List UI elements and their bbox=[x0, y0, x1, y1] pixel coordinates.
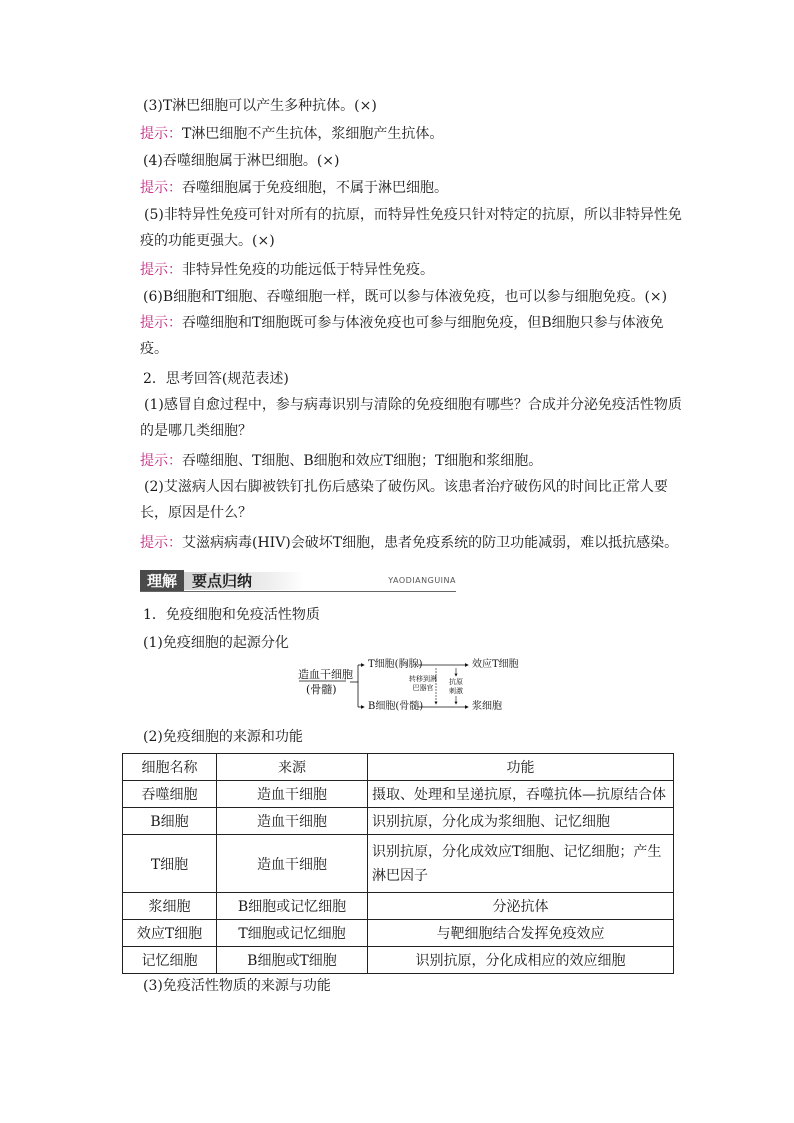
hint-text: 非特异性免疫的功能远低于特异性免疫。 bbox=[182, 262, 434, 278]
hint-text: 吞噬细胞、T细胞、B细胞和效应T细胞；T细胞和浆细胞。 bbox=[182, 453, 543, 469]
diagram-plasma: 浆细胞 bbox=[472, 701, 502, 712]
banner-box: 理解 bbox=[140, 570, 184, 592]
judgment-5: (5)非特异性免疫可针对所有的抗原，而特异性免疫只针对特定的抗原，所以非特异性免疫的功能更强大。(×) bbox=[140, 207, 682, 249]
hint-label: 提示： bbox=[140, 180, 182, 196]
diagram-b-cell: B细胞(骨髓) bbox=[368, 701, 424, 712]
diagram-origin-sub: (骨髓) bbox=[306, 683, 337, 696]
table-cell: 摄取、处理和呈递抗原，吞噬抗体—抗原结合体 bbox=[368, 781, 674, 808]
hint-text: 艾滋病病毒(HIV)会破坏T细胞，患者免疫系统的防卫功能减弱，难以抵抗感染。 bbox=[182, 535, 679, 551]
hint-text: 吞噬细胞和T细胞既可参与体液免疫也可参与细胞免疫，但B细胞只参与体液免疫。 bbox=[140, 315, 664, 357]
diagram-origin: 造血干细胞 bbox=[298, 668, 353, 681]
table-row bbox=[123, 835, 674, 893]
table-cell: 效应T细胞 bbox=[123, 920, 217, 947]
hint-6 bbox=[140, 310, 685, 362]
diagram-t-cell: T细胞(胸腺) bbox=[368, 659, 423, 670]
diagram-effector-t: 效应T细胞 bbox=[472, 659, 519, 670]
table-cell: 识别抗原，分化成效应T细胞、记忆细胞；产生淋巴因子 bbox=[368, 835, 674, 893]
hint-text: 吞噬细胞属于免疫细胞，不属于淋巴细胞。 bbox=[182, 180, 448, 196]
judgment-4: (4)吞噬细胞属于淋巴细胞。(×) bbox=[143, 153, 340, 169]
table-cell: 造血干细胞 bbox=[217, 835, 368, 893]
summary-heading: 1．免疫细胞和免疫活性物质 bbox=[143, 607, 320, 623]
table-header: 来源 bbox=[217, 754, 368, 781]
table-row bbox=[123, 893, 674, 920]
judgment-3: (3)T淋巴细胞可以产生多种抗体。(×) bbox=[143, 98, 377, 114]
table-cell: B细胞或T细胞 bbox=[217, 947, 368, 974]
table-header-row bbox=[123, 754, 674, 781]
diagram-transfer: 转移到淋巴器官 bbox=[409, 675, 437, 692]
judgment-6: (6)B细胞和T细胞、吞噬细胞一样，既可以参与体液免疫，也可以参与细胞免疫。(×) bbox=[143, 289, 668, 305]
banner-title: 要点归纳 bbox=[192, 572, 253, 590]
hint-3 bbox=[140, 124, 443, 144]
section-banner bbox=[140, 570, 456, 592]
table-row bbox=[123, 947, 674, 974]
hint-text: T淋巴细胞不产生抗体，浆细胞产生抗体。 bbox=[182, 126, 444, 142]
table-cell: 识别抗原，分化成为浆细胞、记忆细胞 bbox=[368, 808, 674, 835]
table-header: 功能 bbox=[368, 754, 674, 781]
answer-2 bbox=[140, 533, 678, 553]
table-header: 细胞名称 bbox=[123, 754, 217, 781]
table-cell: 浆细胞 bbox=[123, 893, 217, 920]
table-cell: B细胞 bbox=[123, 808, 217, 835]
hint-4 bbox=[140, 178, 448, 198]
table-cell: T细胞或记忆细胞 bbox=[217, 920, 368, 947]
table-cell: T细胞 bbox=[123, 835, 217, 893]
cell-origin-diagram bbox=[296, 656, 526, 718]
table-row bbox=[123, 808, 674, 835]
table-row bbox=[123, 781, 674, 808]
question-1: (1)感冒自愈过程中，参与病毒识别与清除的免疫细胞有哪些？合成并分泌免疫活性物质的是哪几类细胞？ bbox=[140, 397, 682, 439]
summary-sub2: (2)免疫细胞的来源和功能 bbox=[143, 729, 303, 745]
question-2: (2)艾滋病人因右脚被铁钉扎伤后感染了破伤风。该患者治疗破伤风的时间比正常人要长，原因是什么？ bbox=[140, 479, 668, 521]
table-cell: 造血干细胞 bbox=[217, 781, 368, 808]
table-cell: 识别抗原，分化成相应的效应细胞 bbox=[368, 947, 674, 974]
summary-sub3: (3)免疫活性物质的来源与功能 bbox=[143, 978, 331, 994]
table-cell: 与靶细胞结合发挥免疫效应 bbox=[368, 920, 674, 947]
hint-5 bbox=[140, 260, 434, 280]
table-cell: 造血干细胞 bbox=[217, 808, 368, 835]
banner-rule bbox=[140, 591, 456, 592]
answer-1 bbox=[140, 451, 542, 471]
section2-heading: 2．思考回答(规范表述) bbox=[143, 371, 289, 387]
banner-pinyin: YAODIANGUINA bbox=[388, 576, 456, 585]
table-cell: B细胞或记忆细胞 bbox=[217, 893, 368, 920]
hint-label: 提示： bbox=[140, 126, 182, 142]
hint-label: 提示： bbox=[140, 453, 182, 469]
table-cell: 分泌抗体 bbox=[368, 893, 674, 920]
diagram-antigen: 抗原刺激 bbox=[449, 678, 463, 695]
table-cell: 记忆细胞 bbox=[123, 947, 217, 974]
hint-label: 提示： bbox=[140, 262, 182, 278]
table-cell: 吞噬细胞 bbox=[123, 781, 217, 808]
hint-label: 提示： bbox=[140, 315, 182, 331]
table-row bbox=[123, 920, 674, 947]
immune-cell-table bbox=[122, 753, 674, 974]
summary-sub1: (1)免疫细胞的起源分化 bbox=[143, 635, 289, 651]
hint-label: 提示： bbox=[140, 535, 182, 551]
